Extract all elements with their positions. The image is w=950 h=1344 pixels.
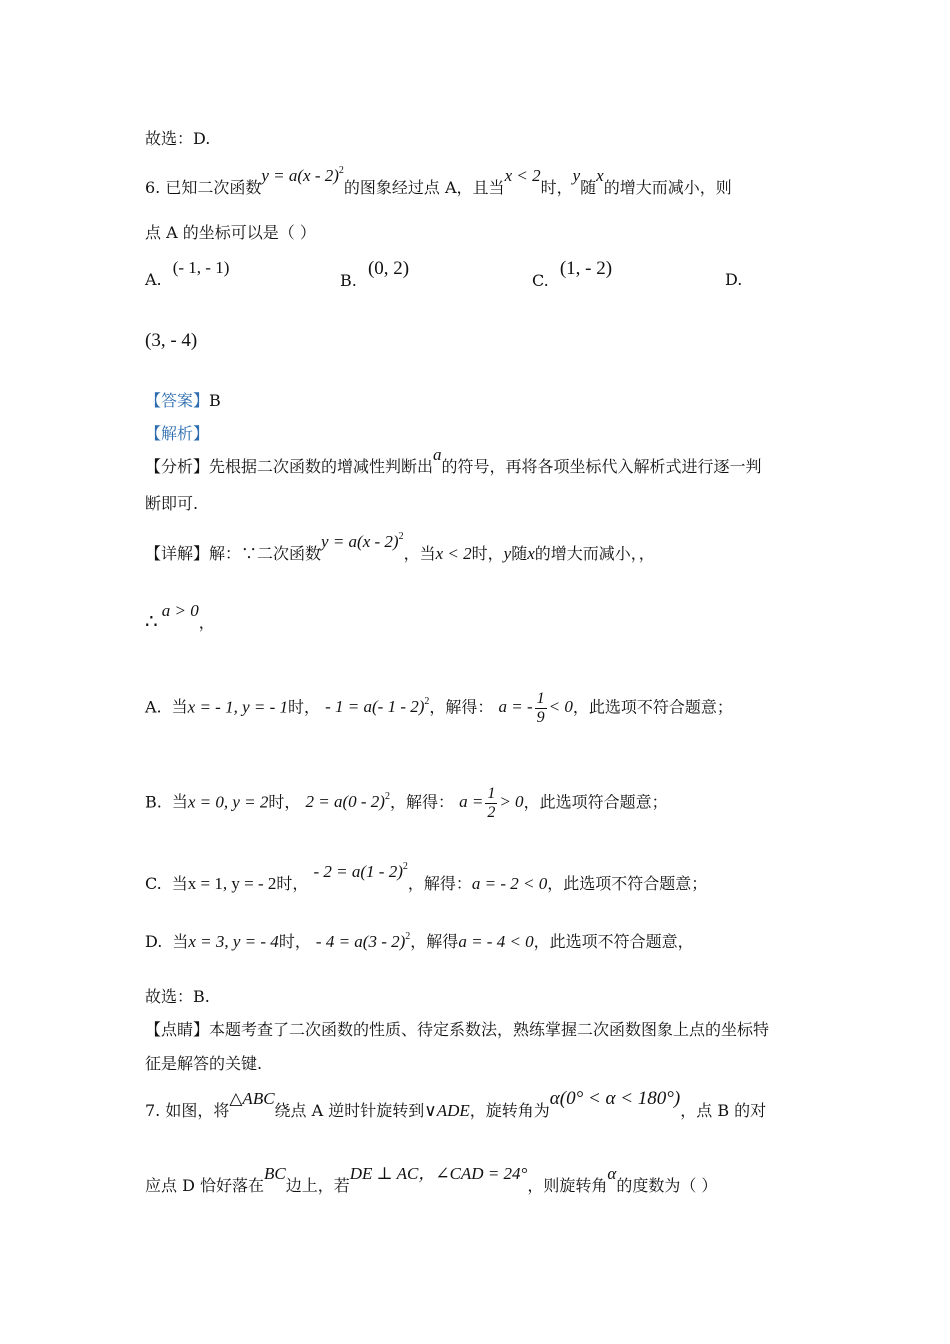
case-a-result: a = - $\frac{1}{9}$ < 0: [498, 690, 573, 726]
case-d-result: a = - 4 < 0: [458, 932, 534, 951]
final-answer: 故选：B.: [145, 987, 210, 1006]
prev-answer: 故选：D.: [145, 129, 211, 148]
q7-stem-line1: 7. 如图，将△ABC绕点 A 逆时针旋转到∨ADE，旋转角为α(0° < α < 180°)，点 B 的对: [145, 1088, 767, 1120]
case-a-equation: - 1 = a(- 1 - 2)$^2$: [325, 696, 430, 717]
answer-value: B: [209, 391, 221, 410]
case-b: B. 当x = 0, y = 2时， 2 = a(0 - 2)$^2$，解得： a = $\frac{1}{2}$ > 0，此选项符合题意；: [145, 785, 668, 821]
answer-tag: 【答案】: [145, 391, 210, 410]
case-d-equation: - 4 = a(3 - 2)$^2$: [315, 931, 411, 951]
case-a: A. 当x = - 1, y = - 1时， - 1 = a(- 1 - 2)$^2$，解得： a = - $\frac{1}{9}$ < 0，此选项不符合题意；: [145, 690, 733, 726]
q7-stem-line2: 应点 D 恰好落在BC边上，若DE ⊥ AC，∠CAD = 24°，则旋转角α的度数为（ ）: [145, 1164, 718, 1195]
q7-condition: DE ⊥ AC，∠CAD = 24°: [349, 1164, 528, 1183]
case-c-result: a = - 2 < 0: [471, 874, 548, 893]
q6-stem-line1: 6. 已知二次函数y = a(x - 2)$^2$的图象经过点 A，且当x < 2时，y随x的增大而减小，则: [145, 165, 732, 197]
q6-option-c: C. (1, - 2): [532, 258, 613, 290]
case-d: D. 当x = 3, y = - 4时， - 4 = a(3 - 2)$^2$，解得a = - 4 < 0，此选项不符合题意，: [145, 931, 694, 951]
dianjing-line2: 征是解答的关键.: [145, 1054, 263, 1073]
xiangjie-tag: 【详解】: [145, 544, 210, 563]
dianjing-tag: 【点睛】: [145, 1020, 210, 1039]
q6-option-d-value: (3, - 4): [145, 330, 198, 351]
analysis-tag: 【解析】: [145, 424, 210, 443]
xiangjie-formula: y = a(x - 2)$^2$: [321, 531, 404, 551]
therefore-line: ∴ a > 0，: [145, 601, 215, 633]
fenxi-line1: 【分析】先根据二次函数的增减性判断出a的符号，再将各项坐标代入解析式进行逐一判: [145, 445, 762, 476]
q6-option-b: B. (0, 2): [340, 258, 410, 290]
q7-angle-range: α(0° < α < 180°): [549, 1088, 681, 1109]
q6-condition: x < 2: [504, 166, 541, 185]
case-b-equation: 2 = a(0 - 2)$^2$: [305, 791, 390, 812]
dianjing-line1: 【点睛】本题考查了二次函数的性质、待定系数法，熟练掌握二次函数图象上点的坐标特: [145, 1020, 770, 1039]
case-c-equation: - 2 = a(1 - 2)$^2$: [313, 861, 408, 881]
q6-option-d: D.: [725, 270, 743, 289]
case-b-result: a = $\frac{1}{2}$ > 0: [459, 785, 524, 821]
answer-line: [145, 390, 221, 412]
therefore-sign: ∴: [145, 609, 158, 633]
q6-option-a: A. (- 1, - 1): [145, 258, 230, 289]
fenxi-line2: 断即可.: [145, 494, 199, 513]
q6-stem-line2: 点 A 的坐标可以是（ ）: [145, 223, 316, 242]
fenxi-tag: 【分析】: [145, 457, 210, 476]
case-c: C. 当x = 1, y = - 2时， - 2 = a(1 - 2)$^2$，解得：a = - 2 < 0，此选项不符合题意；: [145, 861, 708, 893]
q6-formula: y = a(x - 2)$^2$: [261, 165, 344, 185]
q6-stem-text: 6. 已知二次函数: [145, 178, 262, 197]
xiangjie-line: 【详解】解：∵二次函数y = a(x - 2)$^2$，当x < 2时，y随x的增大而减小，，: [145, 531, 655, 563]
